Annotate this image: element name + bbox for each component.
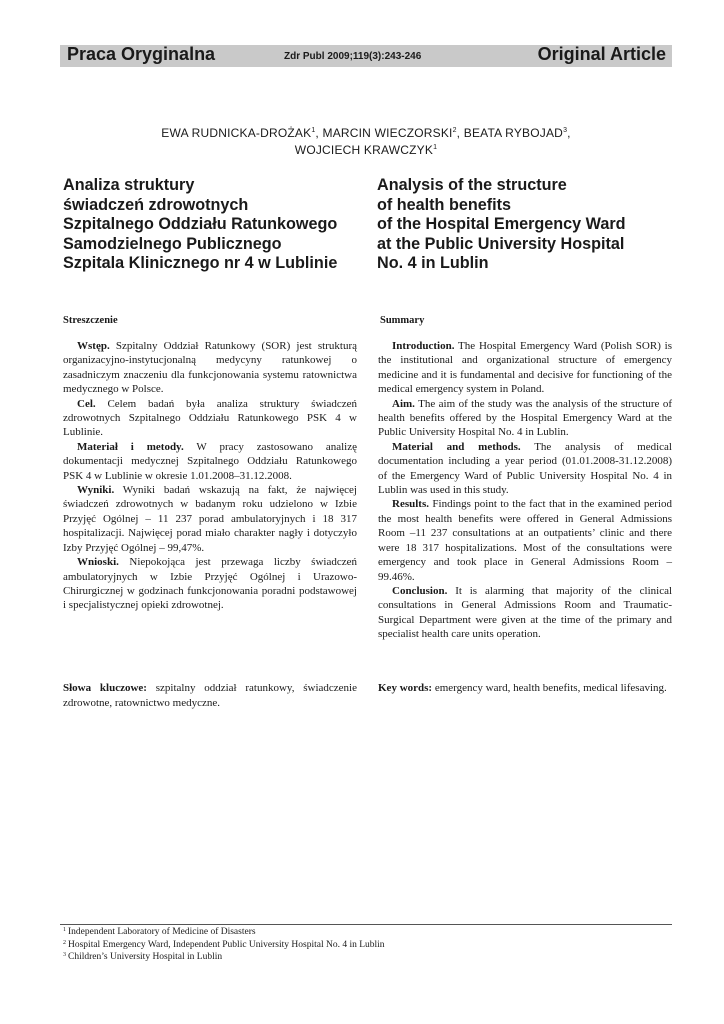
footnote (63, 926, 663, 939)
title-line: No. 4 in Lublin (377, 254, 489, 272)
paragraph-text: Findings point to the fact that in the examined period the most health benefits were offered in General Admissions Room –11 237 consultations at an outpatients’ clinic and there were 18 317 hospitalizations. Most of the consultations were emergency and took place in General Admissions Room – 99.46%. (378, 498, 672, 583)
abstract-paragraph (63, 397, 357, 440)
paragraph-label: Wnioski. (77, 556, 119, 569)
title-line: of health benefits (377, 195, 512, 214)
footnote-text: Independent Laboratory of Medicine of Disasters (68, 927, 256, 937)
paragraph-label: Results. (392, 498, 429, 511)
keywords-text: emergency ward, health benefits, medical lifesaving. (434, 682, 667, 694)
author: EWA RUDNICKA-DROŻAK (161, 126, 312, 140)
author-affiliation-mark: 3 (563, 127, 568, 134)
paragraph-text: Szpitalny Oddział Ratunkowy (SOR) jest strukturą organizacyjno-instytucjonalną medycyny ratunkowej o zasadniczym znaczeniu dla funkcjonowania systemu ratownictwa medycznego w Polsce. (63, 340, 357, 396)
abstract-column-en (378, 339, 672, 642)
author-affiliation-mark: 1 (433, 144, 438, 151)
keywords-pl (63, 681, 357, 711)
abstract-paragraph (63, 440, 357, 483)
keywords-en (378, 681, 672, 696)
paragraph-text: Niepokojąca jest przewaga liczby świadczeń ambulatoryjnych w Izbie Przyjęć Ogólnej i Urazowo-Chirurgicznej w godzinach funkcjonowania poradni podstawowej i specjalistycznej opieki zdrowotnej. (63, 556, 357, 612)
author: BEATA RYBOJAD (463, 126, 564, 140)
title-line: Analiza struktury (63, 176, 195, 194)
abstract-paragraph (378, 440, 672, 498)
title-line: Szpitala Klinicznego nr 4 w Lublinie (63, 254, 338, 272)
article-title-en (377, 176, 677, 274)
section-label-en: Original Article (537, 44, 666, 64)
title-line: Analysis of the structure (377, 176, 567, 194)
paragraph-label: Wyniki. (77, 484, 115, 497)
paragraph-text: W pracy zastosowano analizę dokumentacji medycznej Szpitalnego Oddziału Ratunkowego PSK 4 w Lublinie w okresie 1.01.2008–31.12.2008. (63, 440, 357, 482)
author-affiliation-mark: 1 (311, 127, 316, 134)
paragraph-label: Introduction. (392, 340, 455, 352)
paragraph-label: Aim. (392, 397, 415, 410)
paragraph-label: Conclusion. (392, 584, 448, 597)
paragraph-label: Materiał i metody. (77, 440, 184, 453)
author-list: EWA RUDNICKA-DROŻAK$^1$, MARCIN WIECZORSKI$^2$, BEATA RYBOJAD$^3$, WOJCIECH KRAWCZYK$^1$ (161, 126, 571, 157)
footnote-mark: 3 (63, 952, 66, 958)
abstract-heading-en: Summary (380, 315, 425, 326)
footnote-mark: 2 (63, 939, 66, 946)
keywords-text: szpitalny oddział ratunkowy, świadczenie zdrowotne, ratownictwo medyczne. (63, 682, 357, 709)
section-label-pl: Praca Oryginalna (67, 44, 216, 64)
footnote (63, 939, 663, 952)
keywords-label: Słowa kluczowe: (63, 682, 147, 694)
article-title-pl (63, 176, 363, 274)
paragraph-label: Material and methods. (392, 440, 521, 453)
paragraph-text: Celem badań była analiza struktury świadczeń zdrowotnych Szpitalnego Oddziału Ratunkowego PSK 4 w Lublinie. (63, 397, 357, 439)
title-line: of the Hospital Emergency Ward (377, 215, 626, 233)
abstract-column-pl (63, 339, 357, 613)
author: WOJCIECH KRAWCZYK (294, 143, 434, 157)
paragraph-text: Wyniki badań wskazują na fakt, że najwięcej świadczeń zdrowotnych w badanym roku udzielono w Izbie Przyjęć Ogólnej – 11 237 porad ambulatoryjnych i 18 317 hospitalizacji. Najwięcej porad miało charakter nagły i dotyczyło Izby Przyjęć Ogólnej – 99,47%. (63, 484, 357, 554)
title-line: świadczeń zdrowotnych (63, 195, 249, 214)
abstract-paragraph (378, 497, 672, 583)
footnote-divider (60, 924, 672, 925)
title-line: at the Public University Hospital (377, 234, 625, 253)
abstract-paragraph (63, 339, 357, 397)
paragraph-text: The Hospital Emergency Ward (Polish SOR) is the institutional and organizational structure of emergency medicine and it is fundamental and decisive for functioning of the medical emergency system in Poland. (378, 340, 672, 396)
footnote-mark: 1 (63, 927, 66, 933)
abstract-paragraph (63, 555, 357, 613)
abstract-paragraph (378, 339, 672, 397)
paragraph-text: It is alarming that majority of the clinical consultations in General Admissions Room and Traumatic-Surgical Department were given at the time of the primary and specialist health care units operation. (378, 584, 673, 641)
title-line: Szpitalnego Oddziału Ratunkowego (63, 215, 338, 233)
paragraph-text: The aim of the study was the analysis of the structure of health benefits offered by the Hospital Emergency Ward at the Public University Hospital No. 4 in Lublin. (378, 397, 672, 439)
footnote (63, 951, 663, 964)
footnote-text: Hospital Emergency Ward, Independent Public University Hospital No. 4 in Lublin (68, 939, 385, 950)
author-affiliation-mark: 2 (452, 127, 457, 134)
journal-citation: Zdr Publ 2009;119(3):243-246 (284, 51, 422, 62)
footnotes (63, 926, 663, 964)
abstract-paragraph (378, 397, 672, 440)
keywords-label: Key words: (378, 682, 433, 694)
abstract-heading-pl: Streszczenie (63, 315, 118, 326)
paragraph-text: The analysis of medical documentation including a year period (01.01.2008-31.12.2008) of the Emergency Ward of Public University Hospital No. 4 in Lublin was used in this study. (378, 440, 672, 497)
title-line: Samodzielnego Publicznego (63, 234, 282, 253)
abstract-paragraph (63, 483, 357, 555)
paragraph-label: Cel. (77, 397, 96, 410)
author: MARCIN WIECZORSKI (322, 126, 453, 140)
journal-banner (60, 45, 672, 67)
paragraph-label: Wstęp. (77, 340, 110, 352)
footnote-text: Children’s University Hospital in Lublin (68, 952, 223, 962)
abstract-paragraph (378, 584, 672, 642)
